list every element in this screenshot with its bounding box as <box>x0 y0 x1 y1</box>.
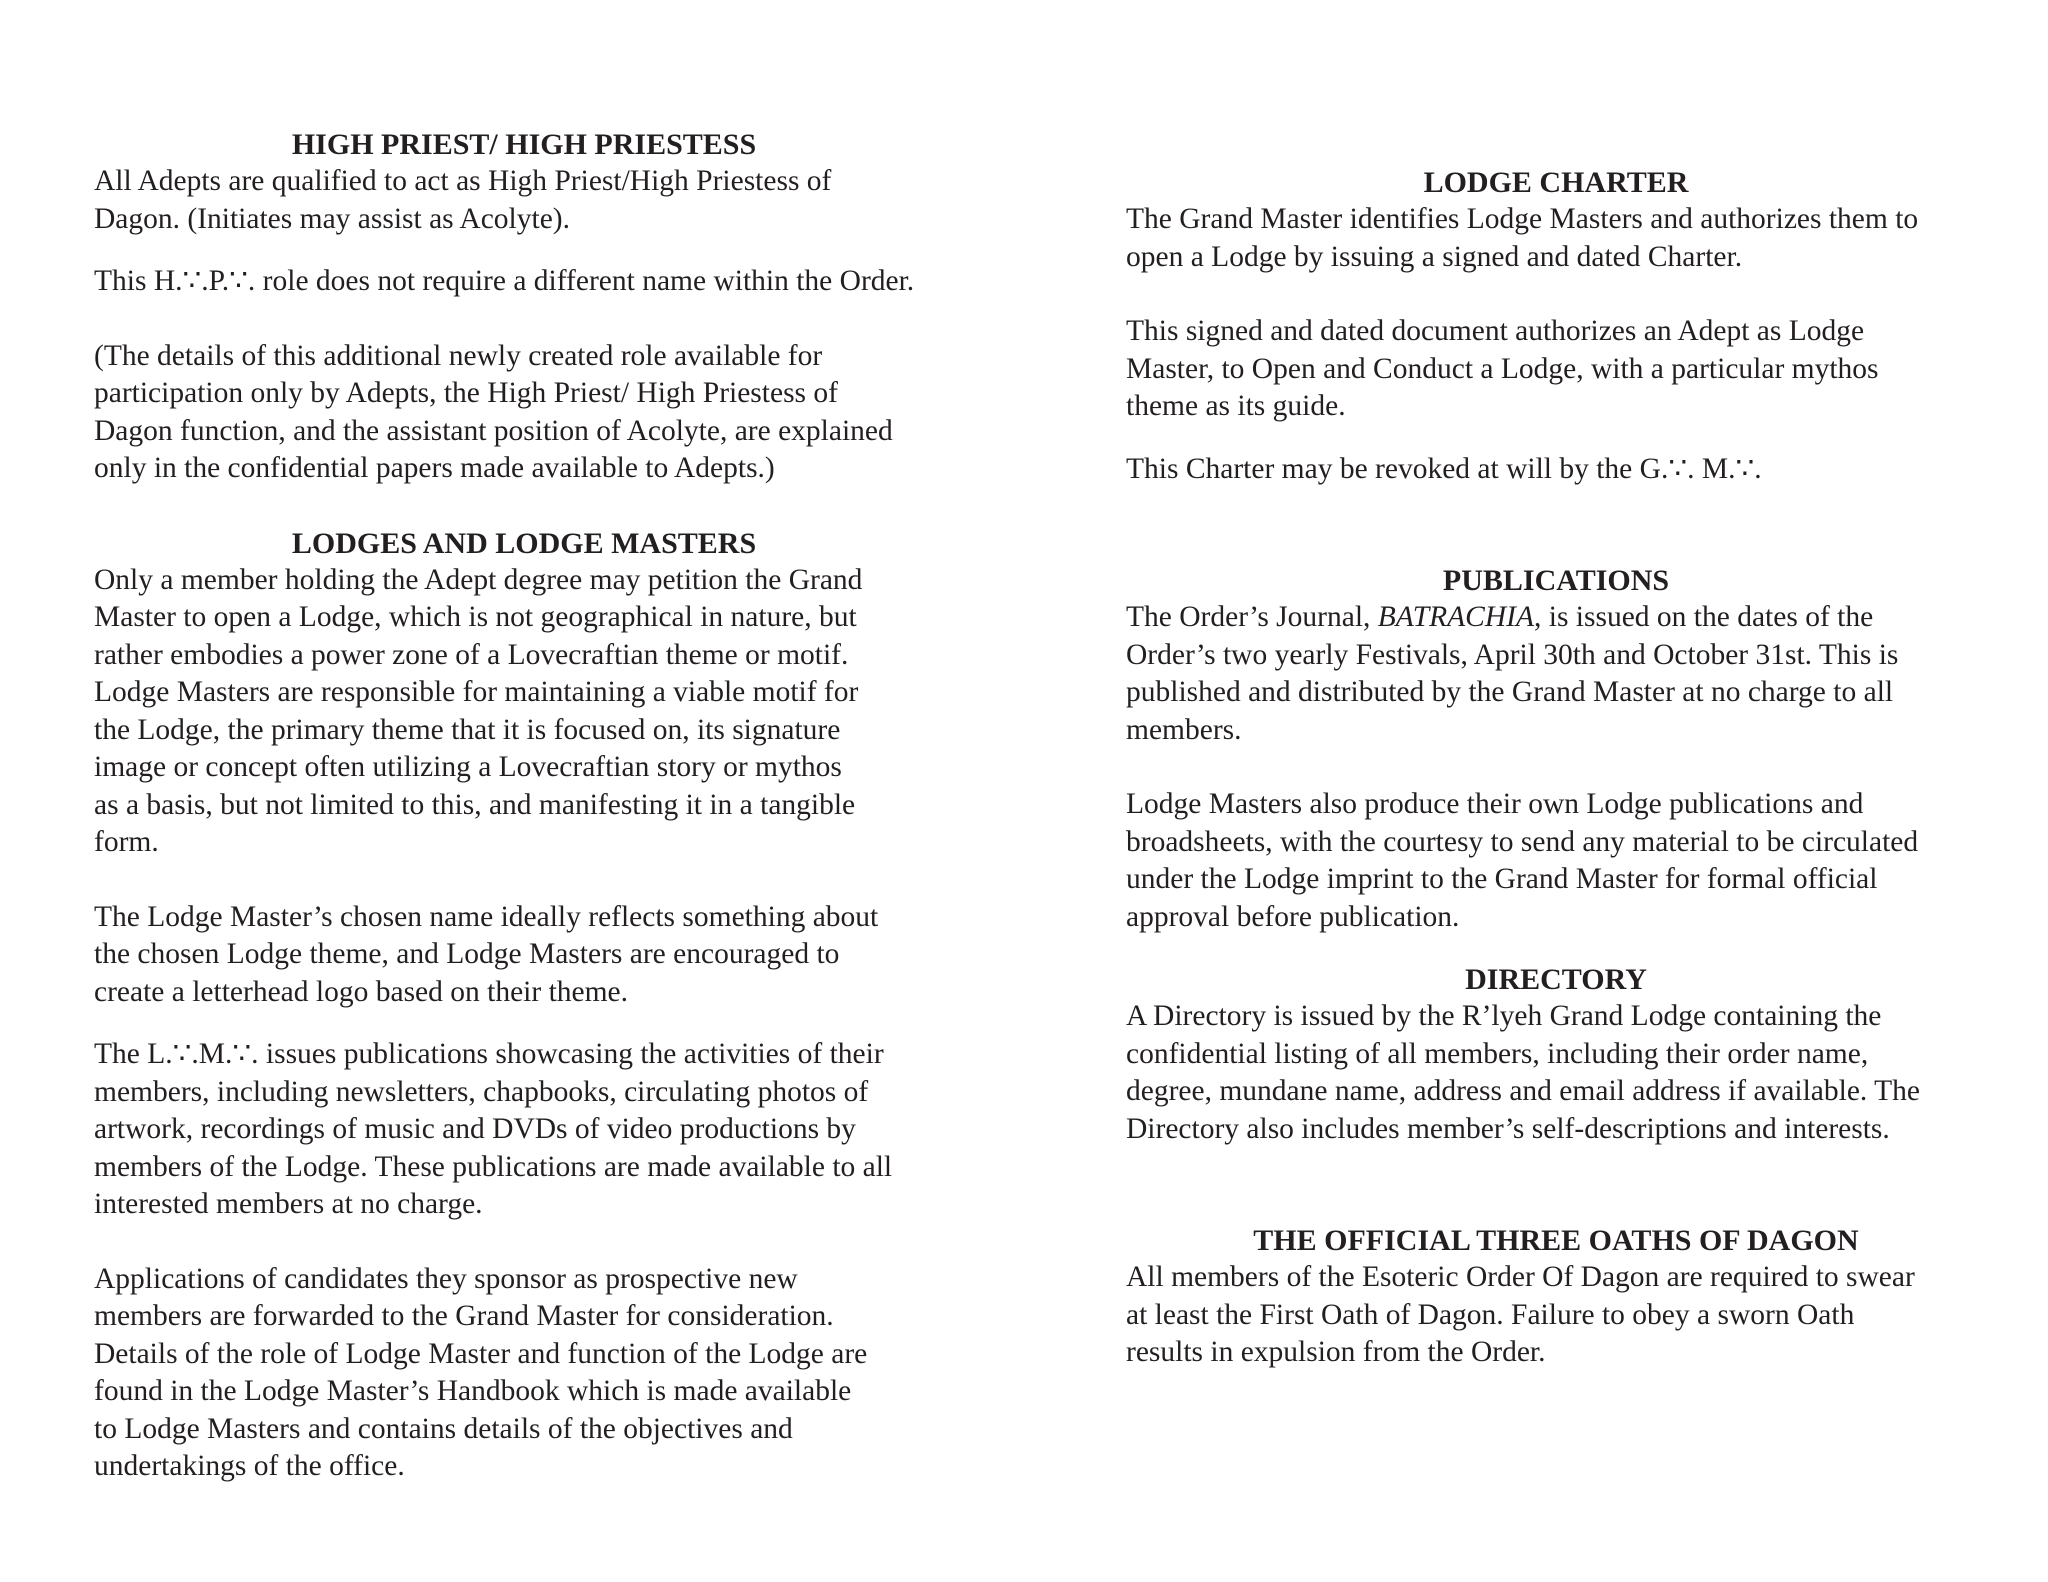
publications-paragraph-2 <box>1126 786 1986 936</box>
text-line: interested members at no charge. <box>94 1188 483 1220</box>
lodges-paragraph-2 <box>94 899 954 1012</box>
text-line: members are forwarded to the Grand Master for consideration. <box>94 1300 834 1332</box>
text-line: Details of the role of Lodge Master and function of the Lodge are <box>94 1337 868 1370</box>
text-line: found in the Lodge Master’s Handbook which is made available <box>94 1375 852 1407</box>
section-heading-high-priest: HIGH PRIEST/ HIGH PRIESTESS <box>291 128 757 161</box>
text-line: This H.∵.P.∵. role does not require a different name within the Order. <box>94 265 915 297</box>
left-column <box>94 126 954 1486</box>
text-line: theme as its guide. <box>1126 390 1346 422</box>
text-line: to Lodge Masters and contains details of the objectives and <box>94 1412 793 1445</box>
text-line: (The details of this additional newly created role available for <box>94 339 823 372</box>
text-line: members. <box>1126 713 1242 746</box>
text-line: All members of the Esoteric Order Of Dagon are required to swear <box>1126 1261 1915 1293</box>
high-priest-paragraph-1 <box>94 163 954 238</box>
text-line: degree, mundane name, address and email address if available. The <box>1126 1075 1920 1107</box>
lodges-paragraph-4 <box>94 1261 954 1486</box>
section-heading-directory: DIRECTORY <box>1465 963 1647 996</box>
lodges-paragraph-1 <box>94 562 954 862</box>
section-heading-charter: LODGE CHARTER <box>1423 166 1689 199</box>
publications-paragraph-1-rest <box>1126 637 1986 750</box>
text-line: rather embodies a power zone of a Lovecraftian theme or motif. <box>94 638 849 671</box>
text-line: at least the First Oath of Dagon. Failure to obey a sworn Oath <box>1126 1298 1855 1331</box>
text-line: Dagon function, and the assistant position of Acolyte, are explained <box>94 414 893 447</box>
text-line: results in expulsion from the Order. <box>1126 1336 1546 1368</box>
section-heading-publications: PUBLICATIONS <box>1442 564 1670 597</box>
text-line: create a letterhead logo based on their theme. <box>94 975 629 1008</box>
text-line: open a Lodge by issuing a signed and dated Charter. <box>1126 240 1743 273</box>
charter-paragraph-3 <box>1126 451 1986 489</box>
text-line: Directory also includes member’s self-descriptions and interests. <box>1126 1112 1890 1145</box>
text-line: Only a member holding the Adept degree may petition the Grand <box>94 563 863 596</box>
text-line: artwork, recordings of music and DVDs of video productions by <box>94 1113 856 1145</box>
text-line: undertakings of the office. <box>94 1450 405 1482</box>
text-line: A Directory is issued by the R’lyeh Grand Lodge containing the <box>1126 1000 1882 1032</box>
lodges-paragraph-3 <box>94 1036 954 1224</box>
text-line: members, including newsletters, chapbooks, circulating photos of <box>94 1075 869 1108</box>
section-heading-oaths: THE OFFICIAL THREE OATHS OF DAGON <box>1253 1224 1859 1257</box>
text-line: Dagon. (Initiates may assist as Acolyte). <box>94 202 570 235</box>
text-line: Lodge Masters also produce their own Lodge publications and <box>1126 788 1864 820</box>
text-line: only in the confidential papers made available to Adepts.) <box>94 452 775 484</box>
directory-paragraph-1 <box>1126 998 1986 1148</box>
publications-paragraph-1 <box>1126 599 1986 749</box>
text-line: as a basis, but not limited to this, and manifesting it in a tangible <box>94 788 856 821</box>
oaths-paragraph-1 <box>1126 1259 1986 1372</box>
high-priest-paragraph-3 <box>94 338 954 488</box>
text-line: The Grand Master identifies Lodge Masters and authorizes them to <box>1126 203 1919 235</box>
text-line: The Lodge Master’s chosen name ideally reflects something about <box>94 900 879 933</box>
text-line: Master to open a Lodge, which is not geographical in nature, but <box>94 601 857 633</box>
text-line: participation only by Adepts, the High Priest/ High Priestess of <box>94 377 838 409</box>
text-line: under the Lodge imprint to the Grand Master for formal official <box>1126 863 1878 895</box>
text-line: members of the Lodge. These publications are made available to all <box>94 1150 893 1183</box>
text-line: Lodge Masters are responsible for maintaining a viable motif for <box>94 676 859 708</box>
text-line: Order’s two yearly Festivals, April 30th and October 31st. This is <box>1126 638 1899 671</box>
publications-line-1 <box>1126 599 1986 637</box>
text-line: All Adepts are qualified to act as High Priest/High Priestess of <box>94 165 832 197</box>
text-line: Applications of candidates they sponsor as prospective new <box>94 1262 798 1295</box>
section-heading-lodges: LODGES AND LODGE MASTERS <box>291 526 757 560</box>
text-line: The L.∵.M.∵. issues publications showcasing the activities of their <box>94 1038 884 1070</box>
text-line: Master, to Open and Conduct a Lodge, with a particular mythos <box>1126 352 1879 385</box>
high-priest-paragraph-2 <box>94 263 954 301</box>
right-column <box>1126 164 1986 1372</box>
text-line: form. <box>94 826 159 858</box>
text-line: This signed and dated document authorizes an Adept as Lodge <box>1126 315 1865 347</box>
text-line: approval before publication. <box>1126 900 1460 933</box>
text-line: published and distributed by the Grand Master at no charge to all <box>1126 676 1894 708</box>
text-line: broadsheets, with the courtesy to send any material to be circulated <box>1126 825 1919 858</box>
publications-line-1-start: The Order’s Journal, <box>1126 601 1378 633</box>
text-line: confidential listing of all members, including their order name, <box>1126 1037 1869 1070</box>
charter-paragraph-2 <box>1126 313 1986 426</box>
text-line: the Lodge, the primary theme that it is focused on, its signature <box>94 713 841 746</box>
text-line: image or concept often utilizing a Lovecraftian story or mythos <box>94 751 842 783</box>
text-line: This Charter may be revoked at will by the G.∵. M.∵. <box>1126 452 1762 485</box>
publications-line-1-end: , is issued on the dates of the <box>1534 601 1874 633</box>
journal-title: BATRACHIA <box>1377 601 1534 633</box>
text-line: the chosen Lodge theme, and Lodge Masters are encouraged to <box>94 938 840 970</box>
charter-paragraph-1 <box>1126 201 1986 276</box>
